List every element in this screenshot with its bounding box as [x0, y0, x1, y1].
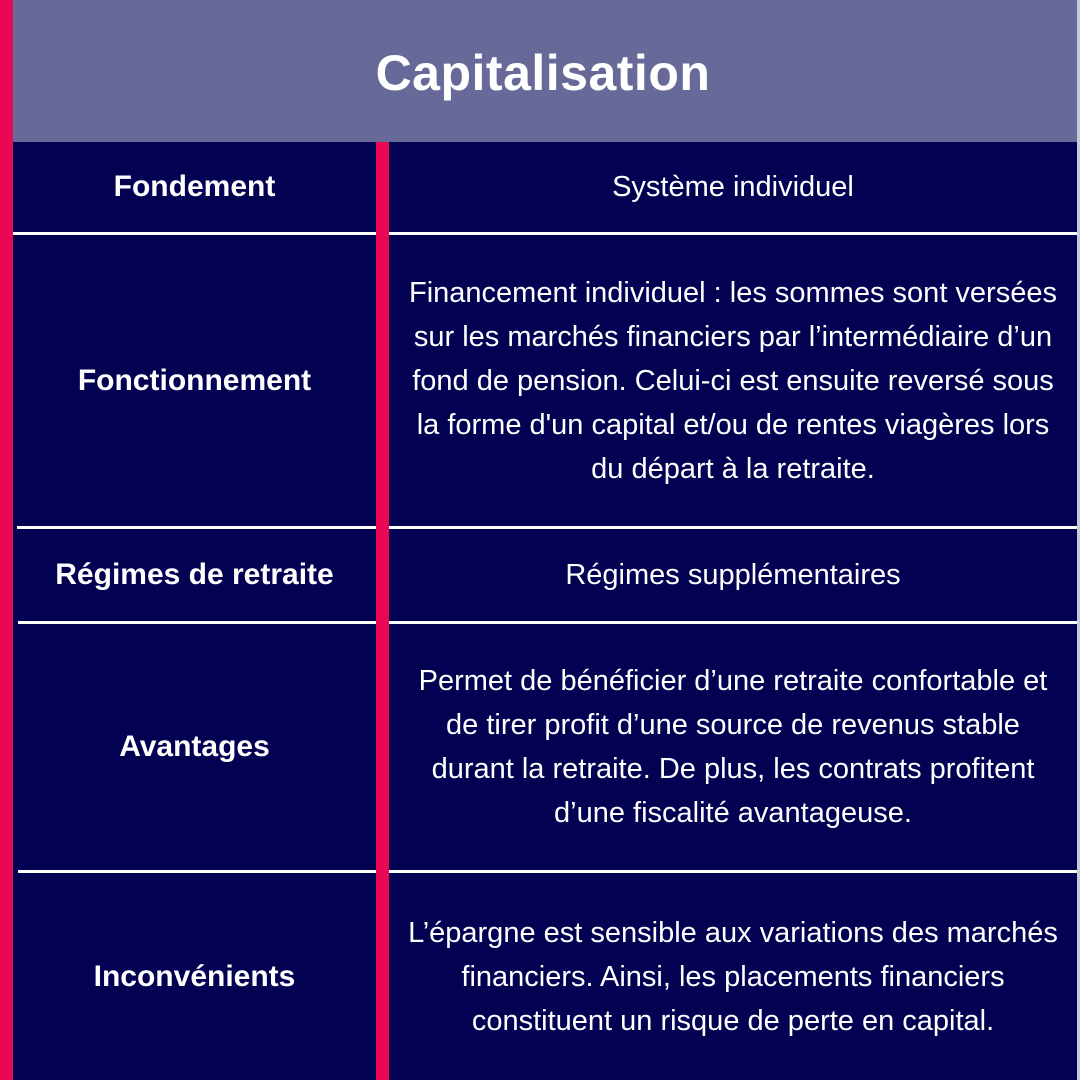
row-value: [389, 624, 1077, 870]
row-value-text: Financement individuel : les sommes sont versées sur les marchés financiers par l’intermédiaire d’un fond de pension. Celui-ci est ensuite reversé sous la forme d'un capital et/ou de rentes viagères lors du départ à la retraite.: [409, 276, 1057, 485]
row-value: [389, 873, 1077, 1080]
row-value: [389, 529, 1077, 621]
row-label: Fondement: [113, 170, 276, 203]
table-row-regimes: [13, 529, 1077, 621]
row-value: [389, 142, 1077, 232]
row-value-text: Système individuel: [612, 171, 854, 203]
title-header: [13, 0, 1077, 142]
column-divider: [376, 142, 389, 1080]
row-label: Régimes de retraite: [55, 558, 334, 591]
row-value: [389, 235, 1077, 526]
table-row-avantages: [13, 624, 1077, 870]
row-label: Avantages: [119, 730, 270, 763]
row-value-text: Régimes supplémentaires: [565, 559, 901, 591]
row-label: Inconvénients: [93, 959, 296, 993]
page-title: Capitalisation: [375, 45, 711, 101]
row-value-text: Permet de bénéficier d’une retraite confortable et de tirer profit d’une source de revenus stable durant la retraite. De plus, les contrats profitent d’une fiscalité avantageuse.: [418, 665, 1048, 829]
row-value-text: L’épargne est sensible aux variations des marchés financiers. Ainsi, les placements financiers constituent un risque de perte en capital.: [408, 916, 1058, 1037]
table-row-inconvenients: [13, 873, 1077, 1080]
table-row-fonctionnement: [13, 235, 1077, 526]
left-accent-strip: [0, 0, 13, 1080]
table-row-fondement: [13, 142, 1077, 232]
row-label: Fonctionnement: [77, 363, 312, 397]
